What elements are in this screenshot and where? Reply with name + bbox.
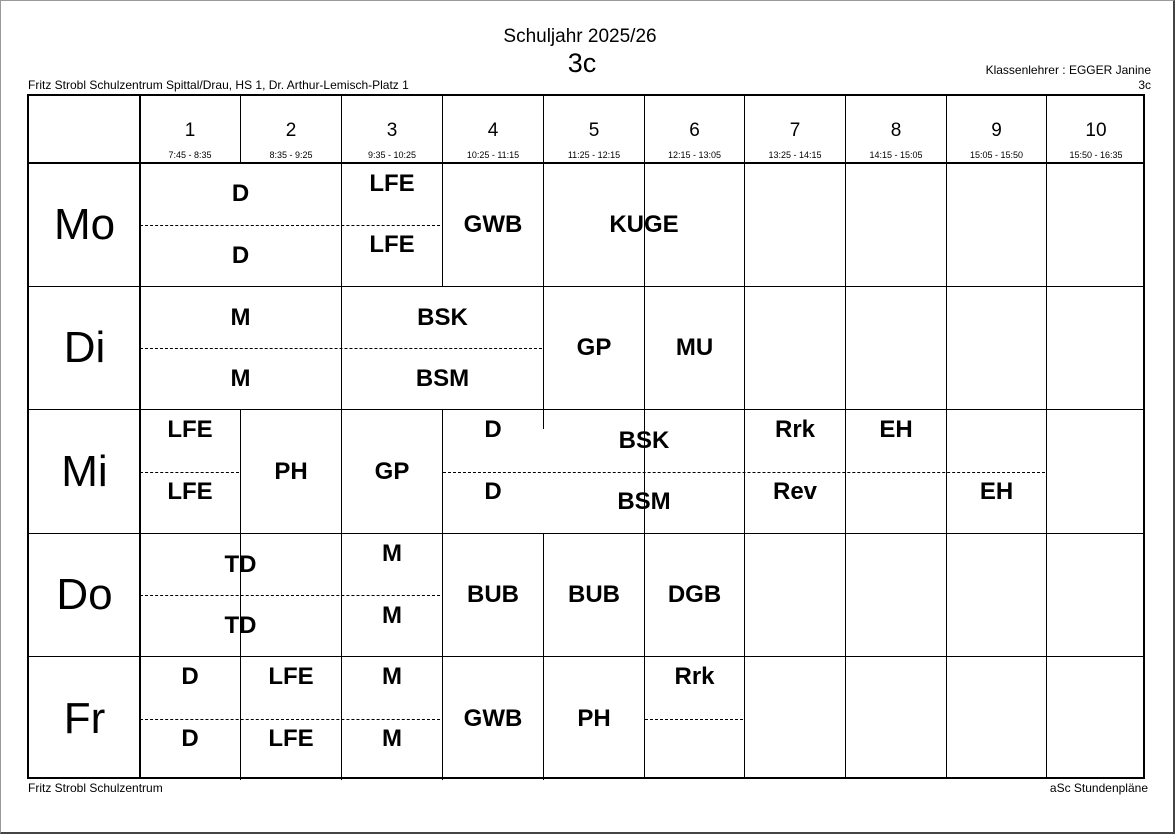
- split-line: [140, 719, 440, 720]
- lesson-cell[interactable]: GWB: [463, 211, 523, 238]
- school-address: Fritz Strobl Schulzentrum Spittal/Drau, HS 1, Dr. Arthur-Lemisch-Platz 1: [28, 78, 409, 92]
- period-time: 11:25 - 12:15: [567, 150, 621, 160]
- lesson-cell[interactable]: D: [181, 725, 199, 752]
- lesson-cell[interactable]: BUB: [568, 581, 620, 608]
- lesson-cell[interactable]: BSK: [417, 304, 468, 331]
- column-separator: [1046, 96, 1047, 777]
- period-number: 2: [285, 120, 297, 141]
- split-line: [140, 225, 440, 226]
- lesson-cell[interactable]: GP: [374, 458, 410, 485]
- lesson-cell[interactable]: Rrk: [774, 416, 816, 443]
- lesson-cell[interactable]: TD: [224, 551, 257, 578]
- lesson-cell[interactable]: LFE: [268, 725, 314, 752]
- period-number: 6: [689, 120, 700, 141]
- class-teacher-class: 3c: [1138, 78, 1151, 92]
- lesson-cell[interactable]: LFE: [369, 231, 415, 258]
- lesson-cell[interactable]: DGB: [667, 581, 722, 608]
- split-line: [443, 472, 1045, 473]
- period-number: 5: [588, 120, 600, 141]
- lesson-cell[interactable]: BSK: [618, 427, 670, 454]
- lesson-cell[interactable]: GWB: [463, 705, 523, 732]
- lesson-cell[interactable]: D: [484, 478, 502, 505]
- lesson-cell[interactable]: BUB: [467, 581, 519, 608]
- period-number: 7: [789, 120, 801, 141]
- lesson-cell[interactable]: D: [231, 180, 250, 207]
- period-number: 9: [991, 120, 1002, 141]
- split-line: [140, 472, 239, 473]
- day-label: Fr: [63, 694, 106, 743]
- period-number: 1: [184, 120, 196, 141]
- lesson-cell[interactable]: Rev: [772, 478, 818, 505]
- day-label: Mi: [61, 447, 108, 496]
- cell-separator: [543, 533, 544, 780]
- class-teacher: Klassenlehrer : EGGER Janine: [985, 63, 1151, 77]
- period-time: 15:05 - 15:50: [969, 150, 1024, 160]
- lesson-cell[interactable]: LFE: [167, 416, 213, 443]
- period-number: 8: [890, 120, 902, 141]
- period-time: 13:25 - 14:15: [768, 150, 822, 160]
- lesson-cell[interactable]: EH: [879, 416, 913, 443]
- lesson-cell[interactable]: M: [382, 602, 402, 629]
- lesson-cell[interactable]: PH: [577, 705, 611, 732]
- lesson-cell[interactable]: D: [181, 663, 199, 690]
- lesson-cell[interactable]: LFE: [268, 663, 314, 690]
- period-time: 10:25 - 11:15: [466, 150, 520, 160]
- period-time: 12:15 - 13:05: [667, 150, 722, 160]
- split-line: [140, 348, 542, 349]
- lesson-cell[interactable]: D: [484, 416, 502, 443]
- day-label: Do: [56, 570, 113, 619]
- lesson-cell[interactable]: EH: [979, 478, 1014, 505]
- period-time: 9:35 - 10:25: [367, 150, 417, 160]
- header-separator: [29, 162, 1143, 164]
- row-separator: [29, 656, 1143, 657]
- school-year-title: Schuljahr 2025/26: [503, 26, 657, 47]
- footer-school: Fritz Strobl Schulzentrum: [28, 781, 163, 795]
- period-time: 7:45 - 8:35: [168, 150, 212, 160]
- row-separator: [29, 409, 1143, 410]
- lesson-cell[interactable]: M: [230, 304, 251, 331]
- split-line: [140, 595, 440, 596]
- lesson-cell[interactable]: PH: [274, 458, 308, 485]
- class-title: 3c: [567, 48, 597, 78]
- period-number: 3: [386, 120, 398, 141]
- lesson-cell[interactable]: LFE: [369, 170, 415, 197]
- footer-software: aSc Stundenpläne: [1049, 781, 1148, 795]
- lesson-cell[interactable]: Rrk: [674, 663, 715, 690]
- row-separator: [29, 533, 1143, 534]
- period-time: 15:50 - 16:35: [1069, 150, 1123, 160]
- day-label: Mo: [53, 200, 116, 249]
- day-label: Di: [63, 323, 106, 372]
- lesson-cell[interactable]: TD: [224, 612, 257, 639]
- lesson-cell[interactable]: LFE: [167, 478, 213, 505]
- period-time: 14:15 - 15:05: [869, 150, 923, 160]
- period-number: 4: [487, 120, 499, 141]
- lesson-cell[interactable]: M: [382, 725, 402, 752]
- cell-separator: [543, 409, 544, 429]
- split-line: [645, 719, 743, 720]
- lesson-cell[interactable]: M: [382, 540, 402, 567]
- lesson-cell[interactable]: M: [230, 365, 251, 392]
- period-time: 8:35 - 9:25: [269, 150, 313, 160]
- lesson-cell[interactable]: BSM: [415, 365, 470, 392]
- lesson-cell[interactable]: MU: [675, 334, 714, 361]
- lesson-cell[interactable]: GP: [576, 334, 612, 361]
- column-separator: [946, 96, 947, 777]
- lesson-cell[interactable]: M: [382, 663, 402, 690]
- lesson-cell[interactable]: KUGE: [609, 211, 679, 238]
- lesson-cell[interactable]: BSM: [617, 488, 671, 515]
- timetable-grid: [27, 94, 1145, 779]
- period-number: 10: [1085, 120, 1107, 141]
- row-separator: [29, 286, 1143, 287]
- lesson-cell[interactable]: D: [231, 242, 250, 269]
